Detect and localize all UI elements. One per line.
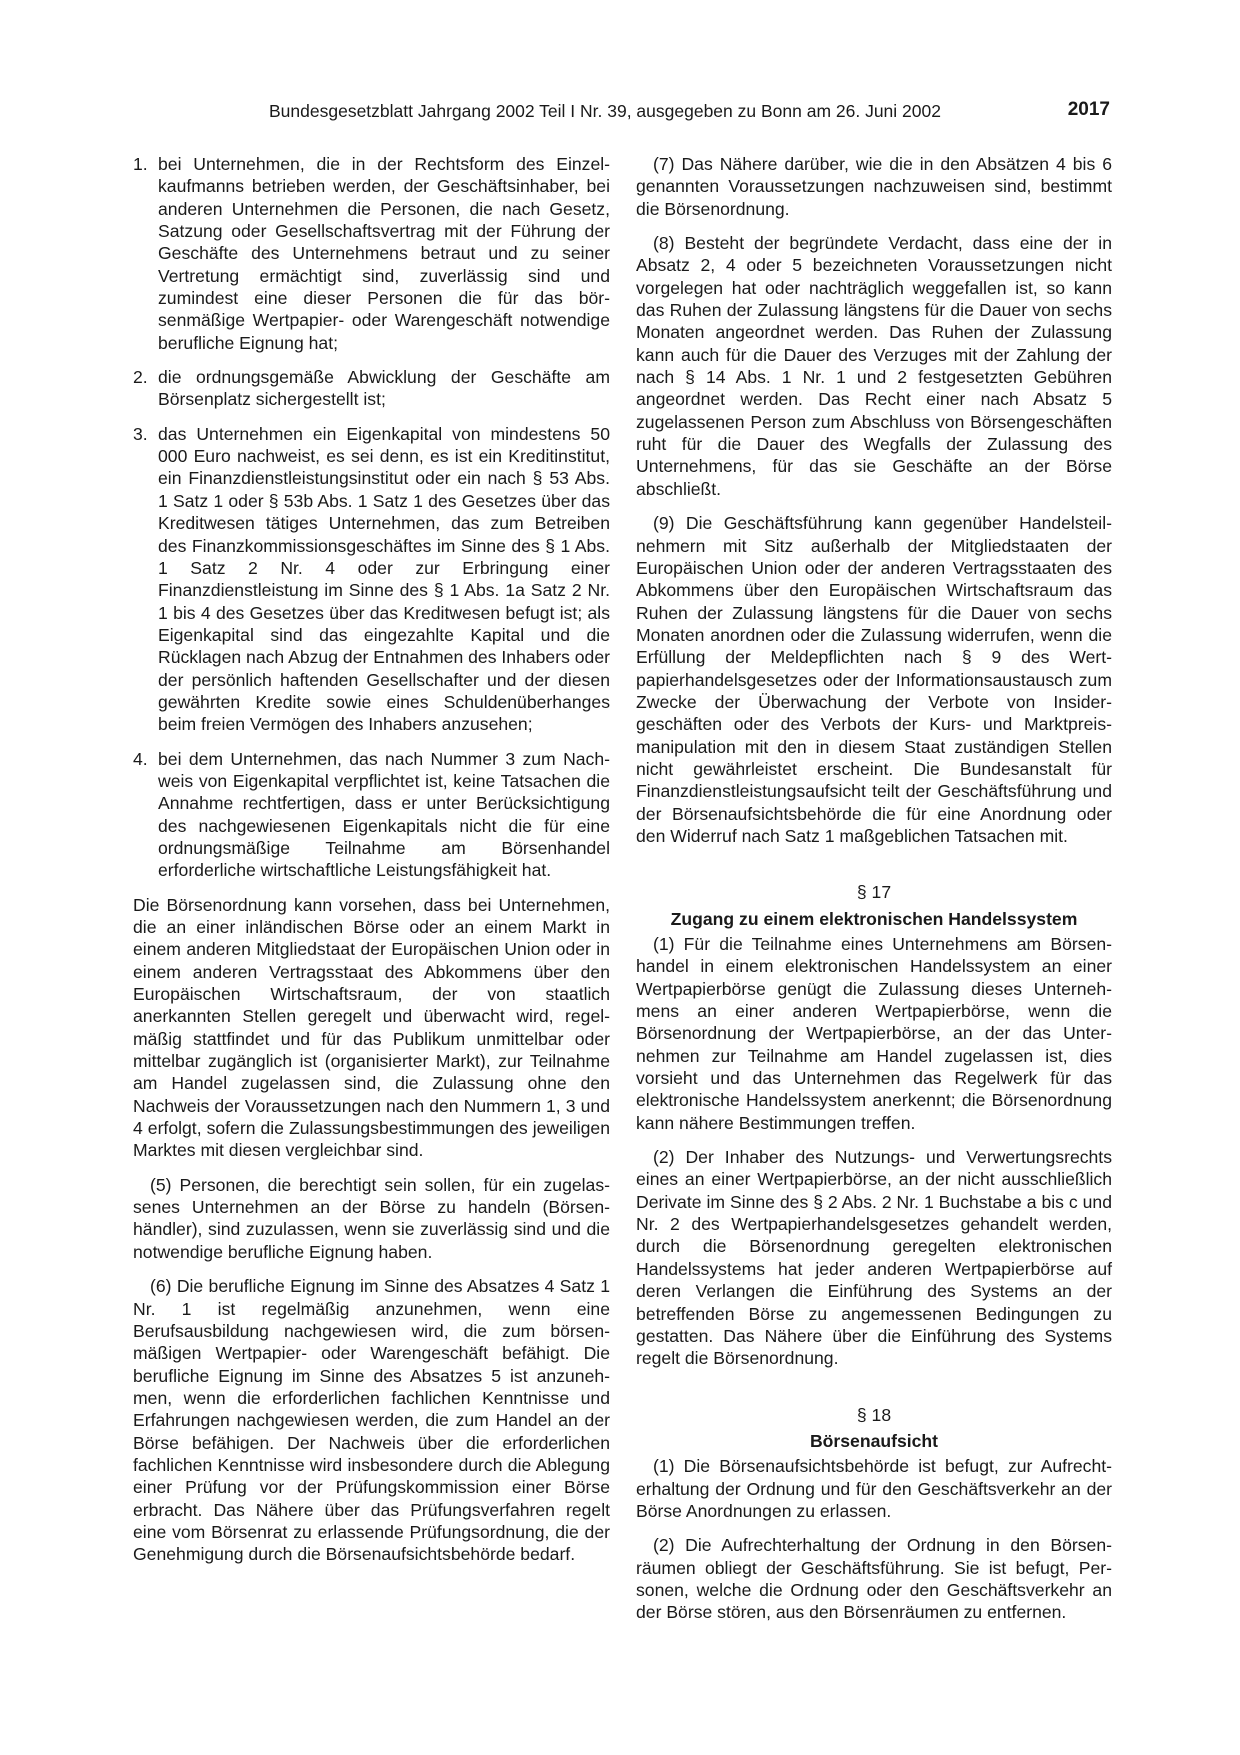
- paragraph-5: (5) Personen, die berechtigt sein sollen, für ein zugelassenes Unternehmen an der Börse zu handeln (Börsenhändler), sind zuzulassen, wenn sie zuverlässig sind und die notwendige berufliche Eignung haben.: [133, 1174, 610, 1262]
- paragraph-7: (7) Das Nähere darüber, wie die in den Absätzen 4 bis 6 genannten Voraussetzungen nachzuweisen sind, bestimmt die Börsenordnung.: [636, 154, 1112, 219]
- page-number: 2017: [1067, 99, 1110, 120]
- list-item-number: 2.: [133, 367, 148, 388]
- left-column: [133, 153, 610, 1578]
- list-item-text: die ordnungsgemäße Abwicklung der Geschäfte am Börsenplatz sichergestellt ist;: [158, 367, 610, 410]
- section-18-number: § 18: [856, 1404, 892, 1425]
- list-item-number: 3.: [133, 423, 148, 444]
- running-title: Bundesgesetzblatt Jahrgang 2002 Teil I Nr. 39, ausgegeben zu Bonn am 26. Juni 2002: [269, 101, 941, 121]
- list-item-number: 4.: [133, 748, 148, 769]
- section-17-number: § 17: [856, 882, 892, 903]
- section-17-title: Zugang zu einem elektronischen Handelssystem: [670, 908, 1078, 929]
- closing-paragraph: Die Börsenordnung kann vorsehen, dass bei Unternehmen, die an einer inländischen Börse oder an einem Markt in einem anderen Mitgliedstaat der Europäischen Union oder in einem anderen Vertragsstaat des Abkommens über den Europäischen Wirtschaftsraum, der von staatlich anerkannten Stellen geregelt und überwacht wird, regelmäßig stattfindet und für das Publikum unmittelbar oder mittelbar zugänglich ist (organisierter Markt), zur Teilnahme am Handel zugelassen sind, die Zulassung ohne den Nachweis der Voraussetzungen nach den Nummern 1, 3 und 4 erfolgt, sofern die Zulassungsbestimmungen des jeweiligen Marktes mit diesen vergleichbar sind.: [133, 894, 610, 1161]
- list-item: [133, 748, 610, 882]
- section-18-paragraph-1: (1) Die Börsenaufsichtsbehörde ist befugt, zur Aufrechterhaltung der Ordnung und für den Geschäftsverkehr an der Börse Anordnungen zu erlassen.: [636, 1456, 1112, 1521]
- paragraph-9: (9) Die Geschäftsführung kann gegenüber Handelsteilnehmern mit Sitz außerhalb der Mitgliedstaaten der Europäischen Union oder der anderen Vertragsstaaten des Abkommens über den Europäischen Wirtschaftsraum das Ruhen der Zulassung längstens für die Dauer von sechs Monaten anordnen oder die Zulassung widerrufen, wenn die Erfüllung der Meldepflichten nach § 9 des Wertpapierhandelsgesetzes oder der Informationsaustausch zum Zwecke der Überwachung der Verbote von Insidergeschäften oder des Verbots der Kurs- und Marktpreismanipulation mit den in diesem Staat zuständigen Stellen nicht gewährleistet erscheint. Die Bundesanstalt für Finanzdienstleistungsaufsicht teilt der Geschäftsführung und der Börsenaufsichtsbehörde die für eine Anordnung oder den Widerruf nach Satz 1 maßgeblichen Tatsachen mit.: [636, 513, 1112, 846]
- paragraph-6: (6) Die berufliche Eignung im Sinne des Absatzes 4 Satz 1 Nr. 1 ist regelmäßig anzunehmen, wenn eine Berufsausbildung nachgewiesen wird, die zum börsenmäßigen Wertpapier- oder Warengeschäft befähigt. Die berufliche Eignung im Sinne des Absatzes 5 ist anzunehmen, wenn die erforderlichen fachlichen Kenntnisse und Erfahrungen nachgewiesen werden, die zum Handel an der Börse befähigen. Der Nachweis über die erforderlichen fachlichen Kenntnisse wird insbesondere durch die Ablegung einer Prüfung vor der Prüfungskommission einer Börse erbracht. Das Nähere über das Prüfungsverfahren regelt eine vom Börsenrat zu erlassende Prüfungsordnung, die der Genehmigung durch die Börsenaufsichtsbehörde bedarf.: [133, 1276, 610, 1565]
- section-17-paragraph-2: (2) Der Inhaber des Nutzungs- und Verwertungsrechts eines an einer Wertpapierbörse, an der nicht ausschließlich Derivate im Sinne des § 2 Abs. 2 Nr. 1 Buchstabe a bis c und Nr. 2 des Wertpapierhandelsgesetzes gehandelt werden, durch die Börsenordnung geregelten elektronischen Handelssystems hat jeder anderen Wertpapierbörse auf deren Verlangen die Einführung des Systems an der betreffenden Börse zu angemessenen Bedingungen zu gestatten. Das Nähere über die Einführung des Systems regelt die Börsenordnung.: [636, 1147, 1112, 1369]
- list-item: [133, 423, 610, 736]
- right-column: [636, 153, 1112, 1636]
- list-item-text: das Unternehmen ein Eigenkapital von mindestens 50 000 Euro nachweist, es sei denn, es ist ein Kreditinstitut, ein Finanzdienstleistungsinstitut oder ein nach § 53 Abs. 1 Satz 1 oder § 53b Abs. 1 Satz 1 des Gesetzes über das Kreditwesen tätiges Unternehmen, das zum Betreiben des Finanzkommissionsgeschäftes im Sinne des § 1 Abs. 1 Satz 2 Nr. 4 oder zur Erbringung einer Finanzdienstleistung im Sinne des § 1 Abs. 1a Satz 2 Nr. 1 bis 4 des Gesetzes über das Kreditwesen befugt ist; als Eigenkapital sind das eingezahlte Kapital und die Rücklagen nach Abzug der Entnahmen des Inhabers oder der persönlich haftenden Gesellschafter und der diesen gewährten Kredite sowie eines Schuldenüberhanges beim freien Vermögen des Inhabers anzusehen;: [158, 423, 610, 735]
- section-18-title: Börsenaufsicht: [809, 1430, 939, 1451]
- page-header: [134, 101, 1139, 131]
- list-item: [133, 153, 610, 354]
- paragraph-8: (8) Besteht der begründete Verdacht, dass eine der in Absatz 2, 4 oder 5 bezeichneten Voraussetzungen nicht vorgelegen hat oder nachträglich weggefallen ist, so kann das Ruhen der Zulassung längstens für die Dauer von sechs Monaten angeordnet werden. Das Ruhen der Zulassung kann auch für die Dauer des Verzuges mit der Zahlung der nach § 14 Abs. 1 Nr. 1 und 2 festgesetzten Gebühren angeordnet werden. Das Recht einer nach Absatz 5 zugelassenen Person zum Abschluss von Börsengeschäften ruht für die Dauer des Wegfalls der Zulassung des Unternehmens, für das sie Geschäfte an der Börse abschließt.: [636, 233, 1112, 499]
- section-18-paragraph-2: (2) Die Aufrechterhaltung der Ordnung in den Börsenräumen obliegt der Geschäftsführung. Sie ist befugt, Personen, welche die Ordnung oder den Geschäftsverkehr an der Börse stören, aus den Börsenräumen zu entfernen.: [636, 1535, 1112, 1623]
- list-item-number: 1.: [133, 154, 148, 174]
- section-17-paragraph-1: (1) Für die Teilnahme eines Unternehmens am Börsenhandel in einem elektronischen Handelssystem an einer Wertpapierbörse genügt die Zulassung dieses Unternehmens an einer anderen Wertpapierbörse, wenn die Börsenordnung der Wertpapierbörse, an der das Unternehmen zur Teilnahme am Handel zugelassen ist, dies vorsieht und das Unternehmen das Regelwerk für das elektronische Handelssystem anerkennt; die Börsenordnung kann nähere Bestimmungen treffen.: [636, 934, 1112, 1133]
- list-item-text: bei dem Unternehmen, das nach Nummer 3 zum Nachweis von Eigenkapital verpflichtet ist, keine Tatsachen die Annahme rechtfertigen, dass er unter Berücksichtigung des nachgewiesenen Eigenkapitals nicht die für eine ordnungsmäßige Teilnahme am Börsenhandel erforderliche wirtschaftliche Leistungsfähigkeit hat.: [158, 748, 610, 881]
- list-item: [133, 366, 610, 411]
- list-item-text: bei Unternehmen, die in der Rechtsform des Einzelkaufmanns betrieben werden, der Geschäftsinhaber, bei anderen Unternehmen die Personen, die nach Gesetz, Satzung oder Gesellschaftsvertrag mit der Führung der Geschäfte des Unternehmens betraut und zu seiner Vertretung ermächtigt sind, zuverlässig sind und zumindest eine dieser Personen die für das börsenmäßige Wertpapier- oder Warengeschäft notwendige berufliche Eignung hat;: [158, 154, 610, 353]
